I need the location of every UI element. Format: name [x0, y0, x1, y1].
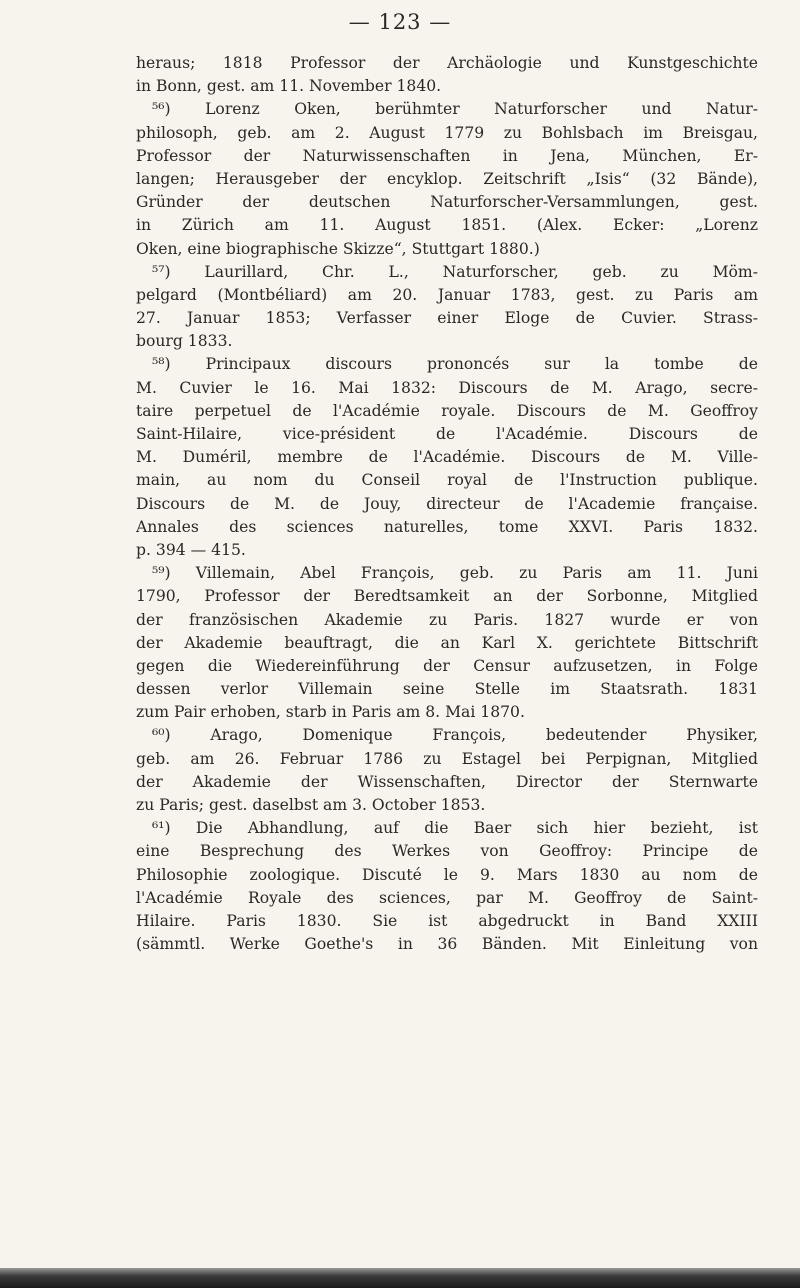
- text-line: Professor der Naturwissenschaften in Jena, München, Er-: [136, 146, 758, 165]
- text-line: 1790, Professor der Beredtsamkeit an der Sorbonne, Mitglied: [136, 587, 758, 606]
- text-line: der Akademie beauftragt, die an Karl X. gerichtete Bittschrift: [136, 633, 758, 652]
- text-line: M. Duméril, membre de l'Académie. Discours de M. Ville-: [136, 448, 758, 467]
- text-line: eine Besprechung des Werkes von Geoffroy: Principe de: [136, 842, 758, 861]
- text-line: ⁵⁸) Principaux discours prononcés sur la tombe de: [152, 355, 758, 374]
- text-line: philosoph, geb. am 2. August 1779 zu Bohlsbach im Breisgau,: [136, 123, 758, 142]
- text-line: pelgard (Montbéliard) am 20. Januar 1783, gest. zu Paris am: [136, 285, 758, 304]
- page-number: — 123 —: [348, 10, 452, 34]
- text-line: M. Cuvier le 16. Mai 1832: Discours de M. Arago, secre-: [136, 378, 758, 397]
- text-line: zu Paris; gest. daselbst am 3. October 1853.: [136, 796, 486, 814]
- text-line: Gründer der deutschen Naturforscher-Versammlungen, gest.: [136, 193, 758, 212]
- text-line: ⁶⁰) Arago, Domenique François, bedeutender Physiker,: [152, 726, 758, 745]
- text-line: 27. Januar 1853; Verfasser einer Eloge de Cuvier. Strass-: [136, 309, 758, 328]
- text-line: in Zürich am 11. August 1851. (Alex. Ecker: „Lorenz: [136, 216, 758, 235]
- text-line: ⁵⁷) Laurillard, Chr. L., Naturforscher, geb. zu Möm-: [152, 262, 758, 281]
- text-line: zum Pair erhoben, starb in Paris am 8. Mai 1870.: [136, 703, 525, 722]
- text-line: langen; Herausgeber der encyklop. Zeitschrift „Isis“ (32 Bände),: [136, 169, 758, 188]
- footnote-text-block: [136, 52, 758, 956]
- text-line: Discours de M. de Jouy, directeur de l'Academie française.: [136, 494, 758, 513]
- text-line: Hilaire. Paris 1830. Sie ist abgedruckt in Band XXIII: [136, 911, 758, 930]
- text-line: l'Académie Royale des sciences, par M. Geoffroy de Saint-: [136, 888, 758, 907]
- text-line: Saint-Hilaire, vice-président de l'Académie. Discours de: [136, 425, 758, 443]
- text-line: dessen verlor Villemain seine Stelle im Staatsrath. 1831: [136, 680, 758, 699]
- text-line: der Akademie der Wissenschaften, Director der Sternwarte: [136, 772, 758, 791]
- text-line: Annales des sciences naturelles, tome XXVI. Paris 1832.: [136, 517, 758, 536]
- text-line: ⁵⁶) Lorenz Oken, berühmter Naturforscher und Natur-: [152, 100, 758, 119]
- text-line: main, au nom du Conseil royal de l'Instruction publique.: [136, 471, 758, 490]
- text-line: (sämmtl. Werke Goethe's in 36 Bänden. Mit Einleitung von: [136, 935, 758, 954]
- text-line: ⁶¹) Die Abhandlung, auf die Baer sich hier bezieht, ist: [152, 819, 758, 838]
- text-line: ⁵⁹) Villemain, Abel François, geb. zu Paris am 11. Juni: [152, 564, 758, 583]
- text-line: Philosophie zoologique. Discuté le 9. Mars 1830 au nom de: [136, 865, 758, 884]
- text-line: geb. am 26. Februar 1786 zu Estagel bei Perpignan, Mitglied: [136, 749, 758, 768]
- text-line: taire perpetuel de l'Académie royale. Discours de M. Geoffroy: [136, 401, 758, 420]
- text-line: in Bonn, gest. am 11. November 1840.: [136, 77, 442, 96]
- text-line: bourg 1833.: [136, 332, 233, 351]
- text-line: der französischen Akademie zu Paris. 1827 wurde er von: [136, 610, 758, 629]
- text-line: Oken, eine biographische Skizze“, Stuttgart 1880.): [136, 239, 540, 258]
- text-line: gegen die Wiedereinführung der Censur aufzusetzen, in Folge: [136, 656, 758, 675]
- page-edge-shadow: [0, 1268, 800, 1288]
- text-line: heraus; 1818 Professor der Archäologie und Kunstgeschichte: [136, 54, 758, 72]
- text-line: p. 394 — 415.: [136, 540, 246, 559]
